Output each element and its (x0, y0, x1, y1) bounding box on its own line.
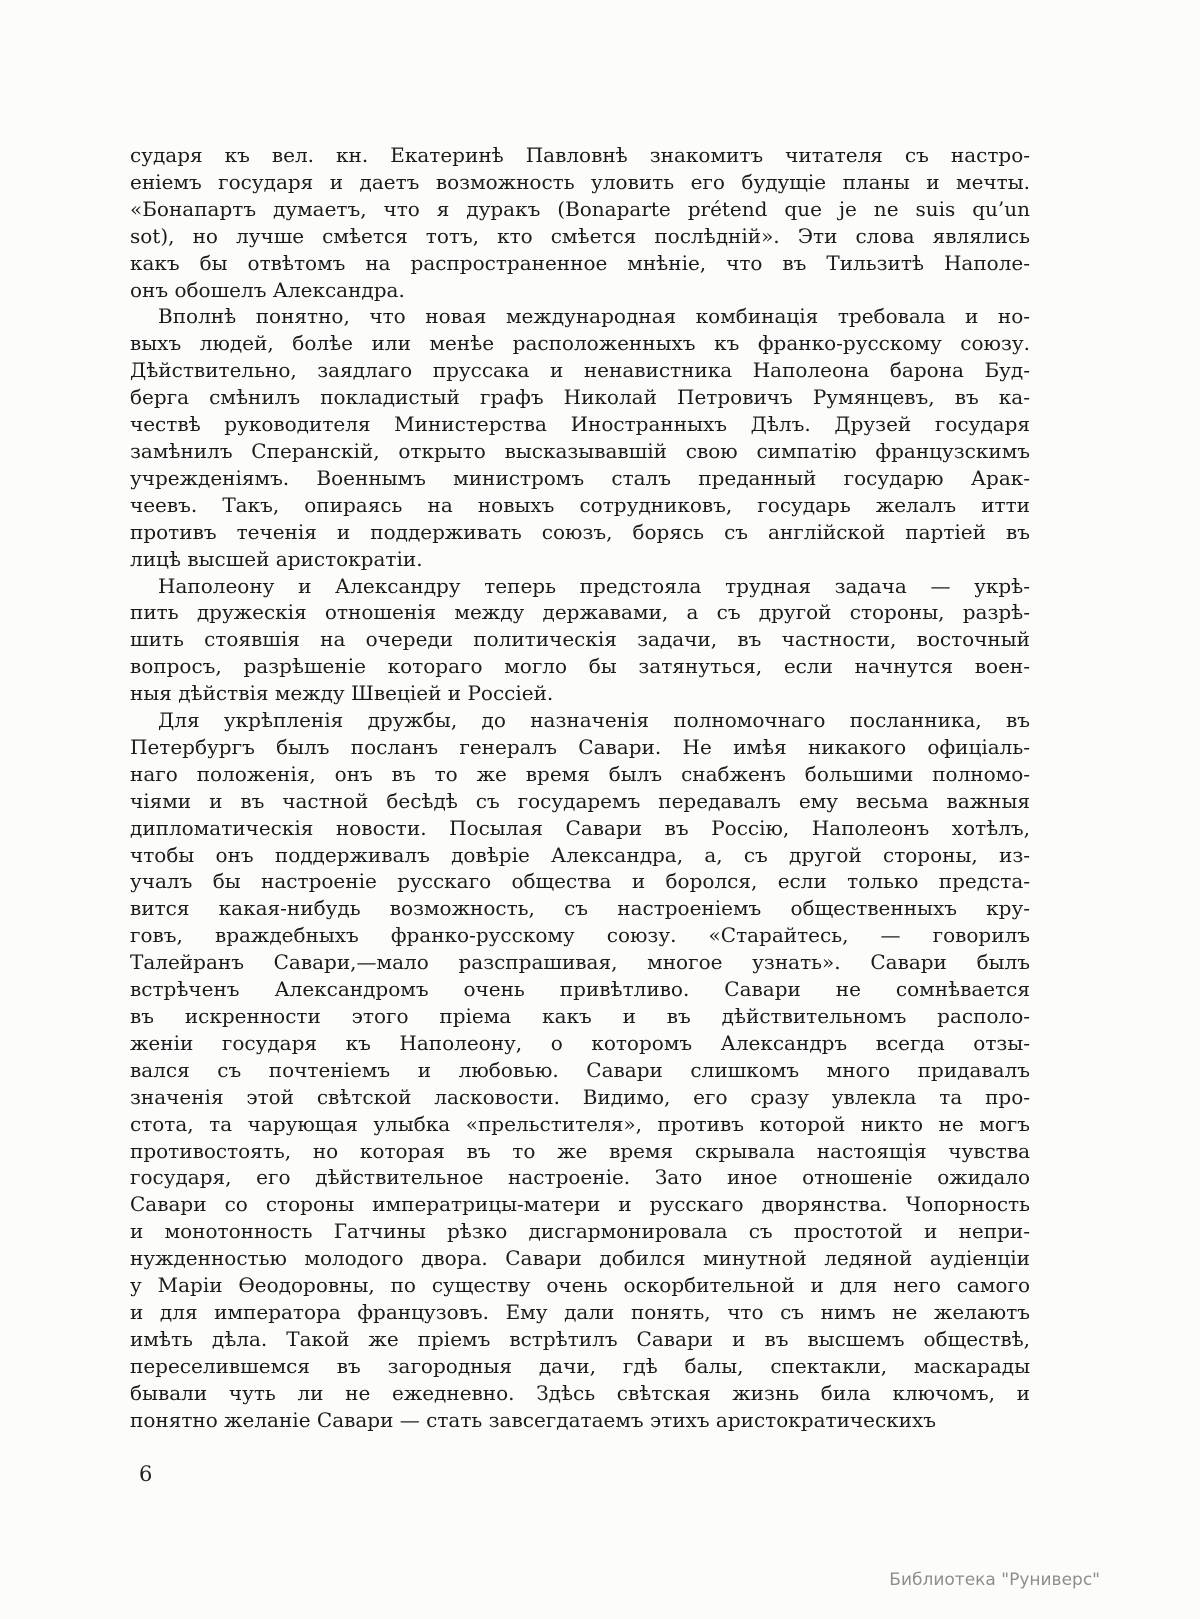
text-line: государя, его дѣйствительное настроеніе. Зато иное отношеніе ожидало (130, 1165, 1030, 1190)
text-line: у Маріи Ѳеодоровны, по существу очень оскорбительной и для него самого (130, 1273, 1030, 1298)
text-line: значенія этой свѣтской ласковости. Видимо, его сразу увлекла та про- (130, 1084, 1030, 1109)
paragraph (130, 573, 1030, 708)
text-line: шить стоявшія на очереди политическія задачи, въ частности, восточный (130, 627, 1030, 652)
text-line: понятно желаніе Савари — стать завсегдатаемъ этихъ аристократическихъ (130, 1407, 936, 1432)
text-line: учалъ бы настроеніе русскаго общества и боролся, если только предста- (130, 869, 1030, 894)
text-line: противъ теченія и поддерживать союзъ, борясь съ англійской партіей въ (130, 519, 1030, 544)
text-line: и монотонность Гатчины рѣзко дисгармонировала съ простотой и непри- (130, 1219, 1030, 1244)
text-line: учрежденіямъ. Военнымъ министромъ сталъ преданный государю Арак- (130, 465, 1030, 490)
text-line: ныя дѣйствія между Швеціей и Россіей. (130, 681, 554, 706)
text-line: Для укрѣпленія дружбы, до назначенія полномочнаго посланника, въ (158, 708, 1030, 733)
text-line: нужденностью молодого двора. Савари добился минутной ледяной аудіенціи (130, 1246, 1030, 1271)
text-line: чествѣ руководителя Министерства Иностранныхъ Дѣлъ. Друзей государя (130, 412, 1030, 437)
text-line: чіями и въ частной бесѣдѣ съ государемъ передавалъ ему весьма важныя (130, 788, 1030, 813)
text-line: и для императора французовъ. Ему дали понять, что съ нимъ не желаютъ (130, 1299, 1030, 1324)
text-line: имѣть дѣла. Такой же пріемъ встрѣтилъ Савари и въ высшемъ обществѣ, (130, 1326, 1030, 1351)
text-line: женіи государя къ Наполеону, о которомъ Александръ всегда отзы- (130, 1030, 1030, 1055)
text-line: чеевъ. Такъ, опираясь на новыхъ сотрудниковъ, государь желалъ итти (130, 492, 1030, 517)
text-line: противостоять, но которая въ то же время скрывала настоящія чувства (130, 1138, 1030, 1163)
text-line: Савари со стороны императрицы-матери и русскаго дворянства. Чопорность (130, 1192, 1030, 1217)
text-line: «Бонапартъ думаетъ, что я дуракъ (Bonaparte prétend que je ne suis qu’un (130, 196, 1030, 221)
text-line: встрѣченъ Александромъ очень привѣтливо. Савари не сомнѣвается (130, 977, 1030, 1002)
text-line: вался съ почтеніемъ и любовью. Савари слишкомъ много придавалъ (130, 1057, 1030, 1082)
text-line: какъ бы отвѣтомъ на распространенное мнѣніе, что въ Тильзитѣ Наполе- (130, 250, 1030, 275)
text-line: sot), но лучше смѣется тотъ, кто смѣется послѣдній». Эти слова являлись (130, 223, 1030, 248)
text-line: сударя къ вел. кн. Екатеринѣ Павловнѣ знакомитъ читателя съ настро- (130, 143, 1030, 167)
paragraph (130, 303, 1030, 572)
text-line: онъ обошелъ Александра. (130, 277, 405, 302)
text-line: Наполеону и Александру теперь предстояла трудная задача — укрѣ- (158, 573, 1030, 598)
text-line: берга смѣнилъ покладистый графъ Николай Петровичъ Румянцевъ, въ ка- (130, 385, 1030, 410)
text-line: лицѣ высшей аристократіи. (130, 546, 423, 571)
text-line: Талейранъ Савари,—мало разспрашивая, многое узнать». Савари былъ (130, 950, 1030, 975)
text-line: выхъ людей, болѣе или менѣе расположенныхъ къ франко-русскому союзу. (130, 331, 1030, 356)
text-line: пить дружескія отношенія между державами, а съ другой стороны, разрѣ- (130, 600, 1030, 625)
paragraph (130, 142, 1030, 303)
text-line: Дѣйствительно, заядлаго пруссака и ненавистника Наполеона барона Буд- (130, 358, 1030, 383)
text-line: переселившемся въ загородныя дачи, гдѣ балы, спектакли, маскарады (130, 1353, 1030, 1378)
text-line: въ искренности этого пріема какъ и въ дѣйствительномъ располо- (130, 1004, 1030, 1028)
text-line: вопросъ, разрѣшеніе котораго могло бы затянуться, если начнутся воен- (130, 654, 1030, 679)
text-line: Петербургъ былъ посланъ генералъ Савари. Не имѣя никакого офиціаль- (130, 734, 1030, 759)
text-line: вится какая-нибудь возможность, съ настроеніемъ общественныхъ кру- (130, 896, 1030, 921)
text-line: бывали чуть ли не ежедневно. Здѣсь свѣтская жизнь била ключомъ, и (130, 1380, 1030, 1405)
text-line: замѣнилъ Сперанскій, открыто высказывавшій свою симпатію французскимъ (130, 438, 1030, 463)
text-line: говъ, враждебныхъ франко-русскому союзу. «Старайтесь, — говорилъ (130, 923, 1030, 948)
text-line: стота, та чарующая улыбка «прельстителя», противъ которой никто не могъ (130, 1111, 1030, 1136)
text-line: чтобы онъ поддерживалъ довѣріе Александра, а, съ другой стороны, из- (130, 842, 1030, 867)
text-line: дипломатическія новости. Посылая Савари въ Россію, Наполеонъ хотѣлъ, (130, 815, 1030, 840)
text-block (130, 142, 1030, 1434)
watermark: Библиотека "Руниверс" (889, 1570, 1100, 1590)
text-line: наго положенія, онъ въ то же время былъ снабженъ большими полномо- (130, 761, 1030, 786)
paragraph (130, 707, 1030, 1433)
text-line: еніемъ государя и даетъ возможность уловить его будущіе планы и мечты. (130, 169, 1030, 194)
text-line: Вполнѣ понятно, что новая международная комбинація требовала и но- (158, 304, 1030, 329)
page-number: 6 (139, 1462, 153, 1486)
